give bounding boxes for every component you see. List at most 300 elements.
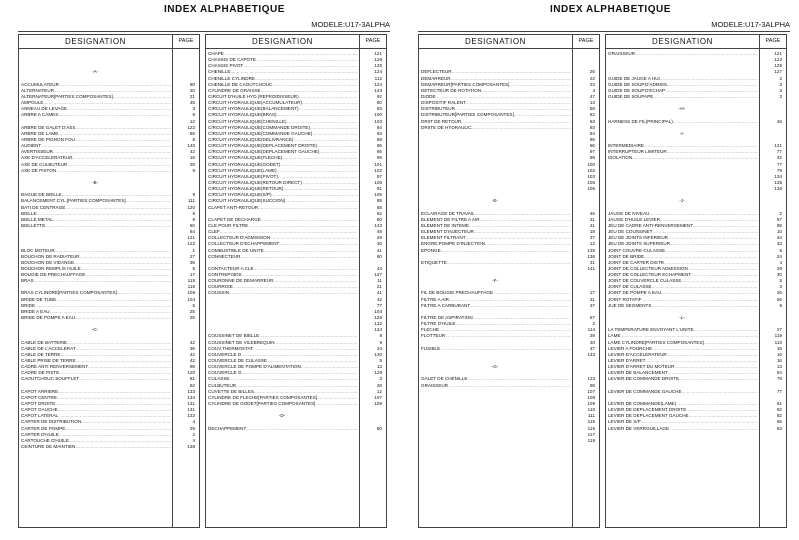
entry-page-number: 2 xyxy=(779,210,782,216)
entry-designation: FIL DE BOUGIE PRECHAUFFAGE xyxy=(421,290,494,296)
entry-page-number: 93 xyxy=(589,118,595,124)
entry-page-number: 13 xyxy=(776,364,782,370)
entry-page-number: 11 xyxy=(377,278,382,284)
entry-page-number: 31 xyxy=(589,216,595,222)
entry-designation: BIELLETTE xyxy=(21,222,46,228)
entry-page-number: 82 xyxy=(776,407,782,413)
entry-designation: ALTERNATEUR[PARTIES COMPOSANTES] xyxy=(21,93,113,99)
entry-designation: BRIDE A EAU xyxy=(21,308,50,314)
entry-page-number: 22 xyxy=(589,75,595,81)
entry-page-number: 57 xyxy=(589,315,595,321)
entry-page-number: 121 xyxy=(374,51,382,56)
entry-page-number: 21 xyxy=(376,284,382,290)
entry-designation: LEVIER D'ARRET DU MOTEUR xyxy=(608,364,675,370)
entry-designation: CARTER DE POMPE xyxy=(21,425,66,431)
entry-designation: CHENILLE DE CAOUTCHOUC xyxy=(208,81,273,87)
entry-page-number: 138 xyxy=(187,444,195,449)
entry-page-number: 3 xyxy=(379,376,382,382)
left-page xyxy=(18,0,390,540)
entry-page-number: 42 xyxy=(189,358,195,364)
entry-designation: CIRCUIT HYDRAULIQUE(LAME) xyxy=(208,167,277,173)
entry-page-number: 132 xyxy=(374,321,382,327)
entry-designation: CARTER DE DISTRIBUTION xyxy=(21,419,82,425)
page-column-divider xyxy=(172,48,173,527)
entry-page-number: 134 xyxy=(187,394,195,400)
entry-page-number: 9 xyxy=(192,210,195,216)
entry-designation: ARBRE DE GALET D'ASS xyxy=(21,124,76,130)
entry-page-number: 116 xyxy=(187,284,195,290)
entry-page-number: 9 xyxy=(779,302,782,308)
entry-page-number: 125 xyxy=(374,63,382,69)
entry-designation: LEVIER DE COMMANDE DROITE xyxy=(608,376,680,382)
entry-designation: JEU DE JOINTS SUPERIEUR xyxy=(608,241,671,247)
entry-page-number: 89 xyxy=(376,136,382,142)
column-header xyxy=(19,35,199,49)
entry-page-number: 143 xyxy=(374,222,382,228)
entry-designation: DISTRIBUTEUR xyxy=(421,106,455,112)
entry-page-number: 2 xyxy=(192,431,195,437)
entry-page-number: 42 xyxy=(376,296,382,302)
entry-designation: COURROIE xyxy=(208,284,233,290)
entry-page-number: 28 xyxy=(376,382,382,388)
entry-designation: CAOUTCHOUC SOUFFLET xyxy=(21,376,80,382)
entry-designation: CABLE PRISE DE TERRE xyxy=(21,358,76,364)
entry-page-number: 60 xyxy=(376,425,382,431)
entry-page-number: 37 xyxy=(589,235,595,241)
entry-page-number: 25 xyxy=(776,290,782,296)
entry-designation: FILTRE D'HUILE xyxy=(421,321,456,327)
entry-page-number: 136 xyxy=(587,253,595,259)
page-header: PAGE xyxy=(572,35,599,48)
entry-page-number: 115 xyxy=(187,278,195,284)
entry-designation: LEVIER DE VERROUILLAGE xyxy=(608,425,670,431)
entry-page-number: 42 xyxy=(189,339,195,345)
index-table xyxy=(18,34,387,528)
dot-leader xyxy=(246,426,358,432)
entry-page-number: 93 xyxy=(376,106,382,112)
entry-designation: JAUGE DE NIVEAU xyxy=(608,210,650,216)
entry-page-number: 5 xyxy=(192,302,195,308)
column-header xyxy=(419,35,599,49)
entry-designation: JEU DE COUSSINET xyxy=(608,229,653,235)
entry-page-number: 16 xyxy=(776,351,782,357)
entry-page-number: 13 xyxy=(589,100,595,106)
entry-designation: CIRCUIT HYDRAULIQUE(BRAS) xyxy=(208,112,277,118)
entry-page-number: 45 xyxy=(589,210,595,216)
entry-designation: CABLE DE BATTERIE xyxy=(21,339,68,345)
entry-page-number: 140 xyxy=(187,143,195,149)
entry-page-number: 103 xyxy=(374,118,382,124)
entry-page-number: 120 xyxy=(187,204,195,210)
entry-designation: ARBRE A CAMES xyxy=(21,112,59,118)
section-letter: -A- xyxy=(91,69,99,75)
entry-designation: CIRCUIT HYDRAULIQUE(GODET) xyxy=(208,161,281,167)
entry-page-number: 77 xyxy=(776,161,782,167)
entry-designation: COUVERCLE DE CULASSE xyxy=(208,358,267,364)
entry-page-number: 137 xyxy=(374,272,382,278)
entry-designation: BIELLE METAL xyxy=(21,216,53,222)
entry-designation: ANNEAU DE LEVAGE xyxy=(21,106,68,112)
entry-page-number: 101 xyxy=(374,161,382,167)
entry-page-number: 40 xyxy=(589,339,595,345)
entry-designation: BRIDE xyxy=(21,302,36,308)
entry-designation: ARBRE DE LAME xyxy=(21,130,59,136)
entry-page-number: 122 xyxy=(187,124,195,130)
entry-page-number: 48 xyxy=(376,229,382,235)
entry-page-number: 124 xyxy=(374,81,382,87)
entry-designation: COUVERCLE D xyxy=(208,351,242,357)
entry-designation: ARBRE DE PIGNON FOU xyxy=(21,136,75,142)
entry-designation: GUIDE DE SOUP.D'ECHAP xyxy=(608,87,666,93)
entry-page-number: 102 xyxy=(374,167,382,173)
entry-designation: FILTRE A AIR xyxy=(421,296,449,302)
entry-page-number: 114 xyxy=(587,327,595,333)
entry-designation: CIRCUIT D'HUILE HYD.(REFROIDISSEUR) xyxy=(208,93,299,99)
entry-page-number: 110 xyxy=(774,339,782,345)
entry-page-number: 3 xyxy=(779,81,782,87)
entry-page-number: 135 xyxy=(587,247,595,253)
entry-designation: AXE DE CULBUTEUR xyxy=(21,161,68,167)
entry-page-number: 16 xyxy=(189,155,195,161)
entry-designation: JOINT DE CARTER DISTR xyxy=(608,259,664,265)
entry-designation: COUSSINET DE VILEBREQUIN xyxy=(208,339,275,345)
entry-page-number: 58 xyxy=(376,204,382,210)
entry-designation: CHENILLE CYLINDRE xyxy=(208,75,255,81)
entry-designation: JOINT DE BRIDE xyxy=(608,253,645,259)
section-letter: -E- xyxy=(491,198,499,204)
entry-designation: CARTER D'HUILE xyxy=(21,431,59,437)
entry-designation: JOINT DE COLLECTEUR ADMISSION xyxy=(608,265,688,271)
entry-page-number: 96 xyxy=(376,143,382,149)
entry-page-number: 47 xyxy=(589,345,595,351)
entry-page-number: 94 xyxy=(589,130,595,136)
entry-designation: CAPOT GAUCHE xyxy=(21,407,58,413)
entry-page-number: 77 xyxy=(376,302,382,308)
section-letter: -F- xyxy=(492,278,498,284)
entry-page-number: 3 xyxy=(779,93,782,99)
entry-page-number: 44 xyxy=(376,265,382,271)
entry-page-number: 90 xyxy=(376,100,382,106)
entry-page-number: 134 xyxy=(774,173,782,179)
entry-designation: CIRCUIT HYDRAULIQUE(S/P) xyxy=(208,192,272,198)
entry-designation: BATI DE CENTRAGE xyxy=(21,204,66,210)
entry-page-number: 24 xyxy=(776,253,782,259)
entry-page-number: 27 xyxy=(776,327,782,333)
entry-page-number: 131 xyxy=(187,407,195,413)
entry-page-number: 5 xyxy=(779,247,782,253)
entry-designation: COUVERCLE DE POMPE D'ALIMENTATION xyxy=(208,364,301,370)
entry-page-number: 31 xyxy=(589,296,595,302)
entry-designation: DIODE xyxy=(421,93,436,99)
divider xyxy=(418,31,790,32)
entry-page-number: 105 xyxy=(587,179,595,185)
designation-header: DESIGNATION xyxy=(464,37,527,46)
entry-page-number: 111 xyxy=(188,198,195,204)
entry-designation: LEVIER DE COMMANDE(LAME) xyxy=(608,401,677,407)
right-page xyxy=(418,0,790,540)
entry-page-number: 79 xyxy=(776,167,782,173)
entry-page-number: 23 xyxy=(589,81,595,87)
entry-designation: LEVIER DE COMMANDE GAUCHE xyxy=(608,388,682,394)
entry-page-number: 60 xyxy=(376,253,382,259)
entry-designation: BIELLE xyxy=(21,210,37,216)
entry-page-number: 20 xyxy=(189,87,195,93)
entry-page-number: 107 xyxy=(587,388,595,394)
entry-designation: GALET DE CHENILLE xyxy=(421,376,468,382)
entry-designation: JOINT COUVRE-CULASSE xyxy=(608,247,666,253)
entry-designation: CAPOT ARRIERE xyxy=(21,388,59,394)
entry-page-number: 85 xyxy=(776,419,782,425)
entry-page-number: 135 xyxy=(774,179,782,185)
entry-designation: CAPOT LATERAL xyxy=(21,413,59,419)
entry-page-number: 28 xyxy=(189,161,195,167)
entry-page-number: 42 xyxy=(189,351,195,357)
entry-page-number: 143 xyxy=(374,87,382,93)
page-column-divider xyxy=(759,48,760,527)
section-letter: -C- xyxy=(91,327,99,333)
entry-designation: CHAPE xyxy=(208,51,224,56)
entry-page-number: 77 xyxy=(776,388,782,394)
entry-page-number: 96 xyxy=(589,143,595,149)
entry-page-number: 31 xyxy=(589,222,595,228)
entry-page-number: 91 xyxy=(376,186,382,192)
entry-page-number: 134 xyxy=(374,327,382,333)
entry-designation: DETECTEUR DE ROTATION xyxy=(421,87,482,93)
entry-page-number: 18 xyxy=(589,229,595,235)
entry-designation: GRAISSEUR xyxy=(608,51,636,56)
entry-designation: COUVERCLE G xyxy=(208,370,242,376)
section-letter: -J- xyxy=(679,198,685,204)
entry-designation: GUIDE DE SOUP.D'ADMISS. xyxy=(608,81,669,87)
entry-page-number: 30 xyxy=(376,241,382,247)
entry-page-number: 35 xyxy=(189,259,195,265)
page-header: PAGE xyxy=(172,35,199,48)
entry-page-number: 99 xyxy=(376,155,382,161)
entry-designation: CULASSE xyxy=(208,376,230,382)
section-letter: -I- xyxy=(679,130,685,136)
entry-designation: ETIQUETTE xyxy=(421,259,447,265)
entry-designation: CIRCUIT HYDRAULIQUE(DEPLACEMENT DROITE) xyxy=(208,143,318,149)
entry-designation: LEVIER DE BALANCEMENT xyxy=(608,370,668,376)
entry-page-number: 5 xyxy=(379,358,382,364)
entry-page-number: 10 xyxy=(776,229,782,235)
entry-page-number: 9 xyxy=(192,192,195,198)
entry-page-number: 121 xyxy=(187,235,195,241)
entry-page-number: 12 xyxy=(589,241,595,247)
entry-designation: CEINTURE DE MAINTIEN xyxy=(21,444,76,449)
dot-leader xyxy=(669,426,758,432)
model-label: MODELE:U17-3ALPHA xyxy=(711,20,790,29)
entry-designation: DISTRIBUTEUR[PARTIES COMPOSANTES] xyxy=(421,112,514,118)
entry-page-number: 36 xyxy=(189,345,195,351)
entry-page-number: 121 xyxy=(774,143,782,149)
entry-designation: ENGRE.POMPE D'INJECTION xyxy=(421,241,485,247)
entry-page-number: 110 xyxy=(587,407,595,413)
entry-page-number: 41 xyxy=(376,247,382,253)
entry-page-number: 111 xyxy=(588,413,595,419)
entry-page-number: 4 xyxy=(592,87,595,93)
entry-page-number: 29 xyxy=(376,235,382,241)
entry-page-number: 120 xyxy=(187,370,195,376)
entry-designation: BOUGIE DE PRECHAUFFAGE xyxy=(21,272,86,278)
entry-designation: FUSIBLE xyxy=(421,345,441,351)
entry-designation: ELEMENT DE FILTRE A AIR xyxy=(421,216,480,222)
entry-page-number: 32 xyxy=(776,155,782,161)
entry-page-number: 17 xyxy=(589,290,595,296)
entry-page-number: 82 xyxy=(776,413,782,419)
entry-page-number: 100 xyxy=(374,112,382,118)
index-column xyxy=(605,34,787,528)
entry-page-number: 60 xyxy=(376,216,382,222)
page-header: PAGE xyxy=(359,35,386,48)
entry-designation: COURONNE DE DEMARREUR xyxy=(208,278,274,284)
entry-designation: BLOC MOTEUR xyxy=(21,247,55,253)
entry-page-number: 98 xyxy=(589,382,595,388)
page-title: INDEX ALPHABETIQUE xyxy=(550,4,671,15)
entry-designation: CLAPET DE DECHARGE xyxy=(208,216,261,222)
entry-designation: CABLE DE L'ACCELERAT xyxy=(21,345,76,351)
entry-designation: CIRCUIT HYDRAULIQUE(COMMANDE DROITE) xyxy=(208,124,311,130)
entry-page-number: 99 xyxy=(589,155,595,161)
entry-page-number: 81 xyxy=(189,376,195,382)
entry-page-number: 93 xyxy=(589,124,595,130)
entry-page-number: 107 xyxy=(374,394,382,400)
index-column xyxy=(18,34,200,528)
entry-designation: CLAPET ANTI-RETOUR xyxy=(208,204,259,210)
entry-page-number: 27 xyxy=(189,253,195,259)
entry-page-number: 102 xyxy=(587,167,595,173)
entry-designation: BAGUE DE BIELLE xyxy=(21,192,62,198)
entry-designation: ELEMENT DE INTEME xyxy=(421,222,469,228)
entry-page-number: 97 xyxy=(376,173,382,179)
designation-header: DESIGNATION xyxy=(64,37,127,46)
entry-page-number: 95 xyxy=(376,149,382,155)
entry-designation: CHASSIS DE CAPOTE xyxy=(208,57,256,63)
entry-designation: CIRCUIT HYDRAULIQUE(BALANCEMENT) xyxy=(208,106,299,112)
entry-designation: CYLINDRE DE FLECHE[PARTIES COMPOSANTES] xyxy=(208,394,318,400)
index-column xyxy=(205,34,387,528)
dot-leader xyxy=(75,444,171,450)
entry-designation: FLECHE xyxy=(421,327,440,333)
entry-page-number: 97 xyxy=(589,149,595,155)
entry-designation: COUSSINET DE BIELLE xyxy=(208,333,260,339)
entry-page-number: 57 xyxy=(776,216,782,222)
entry-page-number: 62 xyxy=(589,112,595,118)
page-column-divider xyxy=(572,48,573,527)
entry-page-number: 94 xyxy=(376,124,382,130)
entry-page-number: 5 xyxy=(192,265,195,271)
entry-page-number: 26 xyxy=(589,69,595,75)
entry-page-number: 98 xyxy=(189,364,195,370)
entry-page-number: 131 xyxy=(187,401,195,407)
entry-designation: CHASSIS PIVOT xyxy=(208,63,244,69)
entry-designation: AXE D'ACCELERATEUR xyxy=(21,155,73,161)
entry-designation: DISPOSITIF RALENT xyxy=(421,100,466,106)
entry-designation: DRIITE DE HYDRAULIC xyxy=(421,124,472,130)
entry-designation: JOINT ROTATIF xyxy=(608,296,642,302)
entry-designation: CULBUTEUR xyxy=(208,382,237,388)
entry-page-number: 4 xyxy=(192,437,195,443)
entry-page-number: 79 xyxy=(776,376,782,382)
model-label: MODELE:U17-3ALPHA xyxy=(311,20,390,29)
section-letter: -D- xyxy=(278,413,286,419)
column-header xyxy=(606,35,786,49)
entry-page-number: 108 xyxy=(587,394,595,400)
entry-designation: INTERMEDIAIRE xyxy=(608,143,644,149)
entry-page-number: 84 xyxy=(189,229,195,235)
entry-page-number: 2 xyxy=(592,321,595,327)
entry-page-number: 4 xyxy=(192,419,195,425)
entry-designation: LEVIER A FOURCHE xyxy=(608,345,653,351)
entry-designation: BRAS CYLINDRE[PARTIES COMPOSANTES] xyxy=(21,290,117,296)
section-letter: -G- xyxy=(491,364,499,370)
entry-designation: CIRCUIT HYDRAULIQUE(DELIVRANCE) xyxy=(208,136,294,142)
entry-designation: BRAS xyxy=(21,278,34,284)
entry-designation: COUV.THERMOSTAT xyxy=(208,345,254,351)
entry-page-number: 31 xyxy=(589,259,595,265)
entry-designation: LA TEMPERATURE ENVOYANT L'UNITE xyxy=(608,327,694,333)
entry-designation: JOINT DE COLLECTEUR ECHAPMENT xyxy=(608,272,692,278)
entry-page-number: 58 xyxy=(589,106,595,112)
entry-designation: CADRE DE PISTE xyxy=(21,370,60,376)
entry-designation: COMBUSTIBLE DE UNITE xyxy=(208,247,264,253)
entry-page-number: 119 xyxy=(587,437,595,443)
entry-page-number: 9 xyxy=(192,167,195,173)
entry-page-number: 21 xyxy=(189,93,195,99)
entry-designation: CHENILLE xyxy=(208,69,231,75)
entry-page-number: 82 xyxy=(189,382,195,388)
entry-designation: FILTRE A CARBURANT xyxy=(421,302,471,308)
entry-designation: CIRCUIT HYDRAULIQUE(CHENILLE) xyxy=(208,118,287,124)
entry-designation: GRAISSEUR xyxy=(421,382,449,388)
entry-page-number: 34 xyxy=(776,235,782,241)
entry-designation: CIRCUIT HYDRAULIQUE(ACCUMULATEUR) xyxy=(208,100,303,106)
entry-page-number: 136 xyxy=(774,186,782,192)
entry-page-number: 25 xyxy=(189,315,195,321)
entry-page-number: 112 xyxy=(374,75,382,81)
index-table xyxy=(418,34,787,528)
entry-page-number: 4 xyxy=(779,259,782,265)
entry-designation: LEVIER D'ARRET xyxy=(608,358,646,364)
entry-designation: ELEMENT D'INJECTEUR xyxy=(421,229,474,235)
entry-designation: CIRCUIT HYDRAULIQUE(FLECHE) xyxy=(208,155,283,161)
entry-designation: CARTOUCHE D'HUILE xyxy=(21,437,69,443)
entry-designation: BOUCHON DE VIDANGE xyxy=(21,259,75,265)
entry-page-number: 88 xyxy=(376,198,382,204)
entry-page-number: 39 xyxy=(589,333,595,339)
entry-designation: BALANCEMENT CYL.[PARTIES COMPOSANTES] xyxy=(21,198,126,204)
section-letter: -B- xyxy=(91,179,99,185)
entry-page-number: 9 xyxy=(192,216,195,222)
entry-page-number: 106 xyxy=(374,179,382,185)
entry-designation: JOINT DE CULASSE xyxy=(608,284,652,290)
entry-designation: LAME xyxy=(608,333,621,339)
designation-header: DESIGNATION xyxy=(251,37,314,46)
entry-page-number: 115 xyxy=(587,419,595,425)
entry-page-number: 133 xyxy=(187,388,195,394)
entry-designation: CONTREPOIDS xyxy=(208,272,242,278)
entry-page-number: 109 xyxy=(587,401,595,407)
entry-page-number: 83 xyxy=(776,425,782,431)
entry-page-number: 1 xyxy=(192,247,195,253)
entry-page-number: 95 xyxy=(589,136,595,142)
entry-designation: CAPOT DROITE xyxy=(21,401,56,407)
entry-designation: EPONGE xyxy=(421,247,441,253)
entry-page-number: 5 xyxy=(779,278,782,284)
entry-designation: JEU DE CADRE ANTI-RENVERSEMENT xyxy=(608,222,693,228)
divider xyxy=(18,31,390,32)
entry-page-number: 3 xyxy=(779,87,782,93)
